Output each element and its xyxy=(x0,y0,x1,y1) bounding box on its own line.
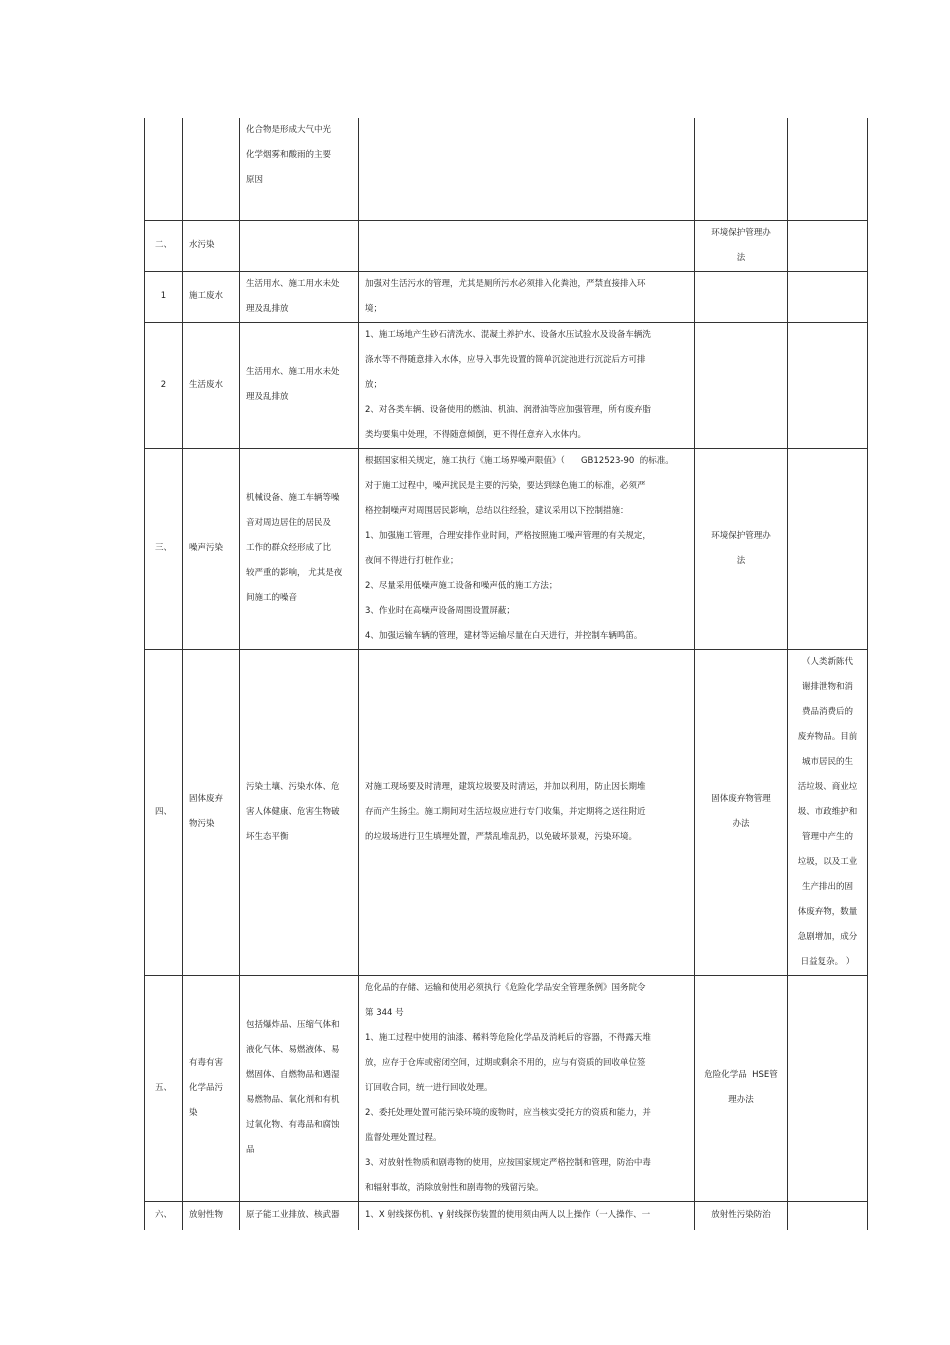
environmental-measures-table xyxy=(144,118,868,1230)
control-measures-line: 的垃圾场进行卫生填埋处置，严禁乱堆乱扔，以免破坏景观，污染环境。 xyxy=(365,831,638,842)
impact-description-line: 工作的群众经形成了比 xyxy=(246,543,332,553)
management-method-line: 危险化学品 HSE管 xyxy=(704,1070,778,1080)
management-method-cell xyxy=(695,118,788,220)
management-method-cell xyxy=(695,649,788,975)
management-method-cell xyxy=(695,271,788,322)
row-number-text: 2 xyxy=(160,379,167,390)
control-measures-line: 2、尽量采用低噪声施工设备和噪声低的施工方法； xyxy=(365,580,558,591)
remarks-line: 费品消费后的 xyxy=(801,706,853,717)
pollution-category-cell xyxy=(183,649,240,975)
remarks-cell xyxy=(788,220,868,271)
impact-description-line: 过氧化物、有毒品和腐蚀 xyxy=(246,1120,340,1130)
management-method-line: 放射性污染防治 xyxy=(711,1210,771,1221)
remarks-cell xyxy=(788,649,868,975)
row-number-cell xyxy=(145,322,183,448)
row-number-text: 四、 xyxy=(154,806,172,817)
impact-description-line: 化合物是形成大气中光 xyxy=(246,125,332,135)
table-row xyxy=(145,322,868,448)
row-number-text: 六、 xyxy=(154,1210,172,1221)
impact-description-line: 易燃物品、氧化剂和有机 xyxy=(246,1095,340,1105)
table-row xyxy=(145,1201,868,1230)
pollution-category-line: 化学品污 xyxy=(189,1082,224,1093)
remarks-cell xyxy=(788,975,868,1201)
control-measures-cell xyxy=(359,1201,695,1230)
remarks-cell xyxy=(788,1201,868,1230)
impact-description-cell xyxy=(240,1201,359,1230)
control-measures-cell xyxy=(359,649,695,975)
impact-description-line: 生活用水、施工用水未处 xyxy=(246,278,340,289)
control-measures-line: 1、施工场地产生砂石清洗水、混凝土养护水、设备水压试验水及设备车辆洗 xyxy=(365,329,651,340)
impact-description-line: 理及乱排放 xyxy=(246,303,289,314)
remarks-line: 急剧增加，成分 xyxy=(797,931,858,942)
control-measures-cell xyxy=(359,448,695,649)
row-number-text: 二、 xyxy=(154,240,172,250)
control-measures-line: 2、对各类车辆、设备使用的燃油、机油、润滑油等应加强管理，所有废弃脂 xyxy=(365,404,651,415)
impact-description-cell xyxy=(240,271,359,322)
control-measures-line: 境； xyxy=(365,303,383,314)
control-measures-line: 格控制噪声对周围居民影响，总结以往经验，建议采用以下控制措施： xyxy=(365,505,629,516)
management-method-line: 理办法 xyxy=(728,1095,754,1105)
remarks-line: （人类新陈代 xyxy=(801,656,853,667)
impact-description-line: 燃固体、自燃物品和遇湿 xyxy=(246,1070,340,1080)
impact-description-line: 污染土壤、污染水体、危 xyxy=(246,781,340,792)
management-method-line: 办法 xyxy=(732,819,750,829)
remarks-line: 圾、市政维护和 xyxy=(797,806,858,817)
remarks-line: 体废弃物，数量 xyxy=(797,906,858,917)
table-row xyxy=(145,271,868,322)
table-body xyxy=(145,118,868,1230)
impact-description-line: 液化气体、易燃液体、易 xyxy=(246,1045,340,1055)
control-measures-line: 夜间不得进行打桩作业； xyxy=(365,555,459,566)
pollution-category-cell xyxy=(183,1201,240,1230)
pollution-category-cell xyxy=(183,118,240,220)
control-measures-line: 涤水等不得随意排入水体，应导入事先设置的简单沉淀池进行沉淀后方可排 xyxy=(365,354,646,365)
pollution-category-line: 物污染 xyxy=(189,819,215,829)
control-measures-cell xyxy=(359,118,695,220)
management-method-cell xyxy=(695,220,788,271)
control-measures-line: 3、作业时在高噪声设备周围设置屏蔽； xyxy=(365,605,515,616)
pollution-category-line: 水污染 xyxy=(189,240,215,250)
impact-description-line: 品 xyxy=(246,1145,255,1155)
control-measures-line: 和辐射事故，消除放射性和剧毒物的残留污染。 xyxy=(365,1182,544,1193)
pollution-category-line: 染 xyxy=(189,1107,198,1118)
row-number-text: 三、 xyxy=(154,543,172,553)
control-measures-line: 对施工现场要及时清理，建筑垃圾要及时清运，并加以利用，防止因长期堆 xyxy=(365,781,646,792)
remarks-line: 垃圾，以及工业 xyxy=(797,856,858,867)
control-measures-line: 监督处理处置过程。 xyxy=(365,1132,442,1143)
row-number-cell xyxy=(145,1201,183,1230)
impact-description-line: 生活用水、施工用水未处 xyxy=(246,367,340,377)
impact-description-cell xyxy=(240,118,359,220)
control-measures-line: 危化品的存储、运输和使用必须执行《危险化学品安全管理条例》国务院令 xyxy=(365,982,646,993)
pollution-category-line: 噪声污染 xyxy=(189,543,224,553)
control-measures-line: 3、对放射性物质和剧毒物的使用，应按国家规定严格控制和管理，防治中毒 xyxy=(365,1157,651,1168)
impact-description-line: 包括爆炸品、压缩气体和 xyxy=(246,1020,340,1030)
control-measures-cell xyxy=(359,271,695,322)
remarks-line: 生产排出的固 xyxy=(801,881,853,892)
management-method-line: 法 xyxy=(736,555,746,566)
control-measures-line: 1、加强施工管理，合理安排作业时间，严格按照施工噪声管理的有关规定， xyxy=(365,530,651,541)
table-row xyxy=(145,118,868,220)
remarks-line: 管理中产生的 xyxy=(801,831,853,842)
impact-description-line: 较严重的影响， 尤其是夜 xyxy=(246,568,343,578)
impact-description-line: 间施工的噪音 xyxy=(246,593,298,603)
remarks-line: 日益复杂。 ） xyxy=(800,956,855,967)
pollution-category-line: 固体废弃 xyxy=(189,794,224,804)
control-measures-line: 类均要集中处理，不得随意倾倒，更不得任意弃入水体内。 xyxy=(365,429,587,440)
row-number-cell xyxy=(145,448,183,649)
control-measures-line: 根据国家相关规定，施工执行《施工场界噪声限值》（ GB12523-90 的标准。 xyxy=(365,455,674,466)
impact-description-line: 坏生态平衡 xyxy=(246,831,289,842)
control-measures-cell xyxy=(359,975,695,1201)
pollution-category-cell xyxy=(183,271,240,322)
remarks-line: 活垃圾、商业垃 xyxy=(797,781,858,792)
control-measures-line: 订回收合同，统一进行回收处理。 xyxy=(365,1082,493,1093)
impact-description-cell xyxy=(240,975,359,1201)
impact-description-line: 原子能工业排放、核武器 xyxy=(246,1210,340,1221)
control-measures-line: 加强对生活污水的管理，尤其是厕所污水必须排入化粪池，严禁直接排入环 xyxy=(365,278,646,289)
impact-description-line: 原因 xyxy=(246,175,264,185)
control-measures-line: 第 344 号 xyxy=(365,1007,404,1018)
impact-description-cell xyxy=(240,220,359,271)
control-measures-cell xyxy=(359,322,695,448)
impact-description-line: 害人体健康、危害生物破 xyxy=(246,806,340,817)
pollution-category-cell xyxy=(183,975,240,1201)
row-number-cell xyxy=(145,118,183,220)
pollution-category-line: 施工废水 xyxy=(189,291,224,301)
table-row xyxy=(145,448,868,649)
impact-description-cell xyxy=(240,649,359,975)
impact-description-line: 化学烟雾和酸雨的主要 xyxy=(246,150,332,160)
table-row xyxy=(145,649,868,975)
management-method-cell xyxy=(695,975,788,1201)
remarks-cell xyxy=(788,448,868,649)
row-number-cell xyxy=(145,649,183,975)
control-measures-line: 存而产生扬尘。施工期间对生活垃圾应进行专门收集，并定期将之送往附近 xyxy=(365,806,646,817)
row-number-text: 五、 xyxy=(154,1082,172,1093)
pollution-category-cell xyxy=(183,322,240,448)
control-measures-line: 1、X 射线探伤机、γ 射线探伤装置的使用须由两人以上操作（一人操作、一 xyxy=(365,1210,651,1221)
control-measures-line: 放； xyxy=(365,379,383,390)
impact-description-cell xyxy=(240,322,359,448)
pollution-category-line: 有毒有害 xyxy=(189,1057,224,1068)
management-method-line: 法 xyxy=(736,252,746,263)
control-measures-line: 放，应存于仓库或密闭空间，过期或剩余不用的，应与有资质的回收单位签 xyxy=(365,1057,646,1068)
row-number-cell xyxy=(145,271,183,322)
management-method-cell xyxy=(695,448,788,649)
management-method-cell xyxy=(695,322,788,448)
control-measures-line: 2、委托处理处置可能污染环境的废物时，应当核实受托方的资质和能力，并 xyxy=(365,1107,651,1118)
impact-description-line: 机械设备、施工车辆等噪 xyxy=(246,493,340,503)
management-method-line: 固体废弃物管理 xyxy=(711,794,771,804)
row-number-cell xyxy=(145,220,183,271)
pollution-category-line: 生活废水 xyxy=(189,379,224,390)
remarks-line: 废弃物品。目前 xyxy=(797,731,858,742)
impact-description-cell xyxy=(240,448,359,649)
table-row xyxy=(145,220,868,271)
impact-description-line: 理及乱排放 xyxy=(246,392,289,402)
remarks-cell xyxy=(788,118,868,220)
remarks-line: 城市居民的生 xyxy=(801,756,853,767)
table-row xyxy=(145,975,868,1201)
control-measures-cell xyxy=(359,220,695,271)
control-measures-line: 1、施工过程中使用的油漆、稀料等危险化学品及消耗后的容器，不得露天堆 xyxy=(365,1032,651,1043)
pollution-category-line: 放射性物 xyxy=(189,1210,224,1221)
management-method-line: 环境保护管理办 xyxy=(711,227,771,238)
impact-description-line: 音对周边居住的居民及 xyxy=(246,518,332,528)
remarks-cell xyxy=(788,271,868,322)
row-number-text: 1 xyxy=(160,291,167,301)
management-method-line: 环境保护管理办 xyxy=(711,530,771,541)
management-method-cell xyxy=(695,1201,788,1230)
row-number-cell xyxy=(145,975,183,1201)
pollution-category-cell xyxy=(183,220,240,271)
remarks-line: 谢排泄物和消 xyxy=(801,681,853,692)
control-measures-line: 4、加强运输车辆的管理，建材等运输尽量在白天进行，并控制车辆鸣笛。 xyxy=(365,630,643,641)
pollution-category-cell xyxy=(183,448,240,649)
control-measures-line: 对于施工过程中，噪声扰民是主要的污染，要达到绿色施工的标准，必须严 xyxy=(365,480,646,491)
remarks-cell xyxy=(788,322,868,448)
